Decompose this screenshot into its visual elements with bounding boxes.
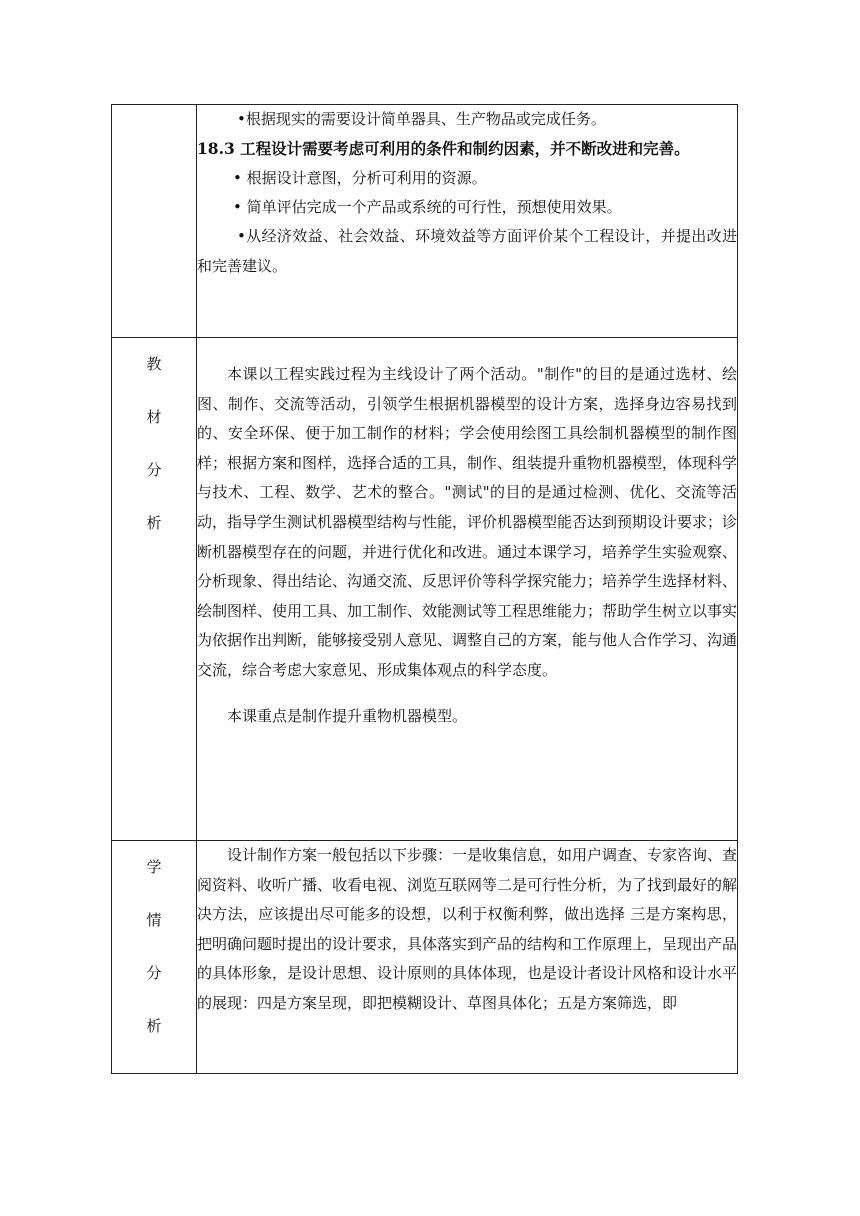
standard-bullet: • 根据设计意图，分析可利用的资源。 bbox=[233, 169, 487, 187]
row-label-student-analysis bbox=[112, 841, 197, 1074]
table-row bbox=[112, 841, 738, 1074]
label-char: 材 bbox=[146, 408, 162, 426]
vertical-label bbox=[112, 841, 196, 1053]
label-char: 教 bbox=[146, 355, 162, 373]
standard-bullet: •根据现实的需要设计简单器具、生产物品或完成任务。 bbox=[237, 110, 606, 128]
row-label-textbook-analysis bbox=[112, 338, 197, 841]
key-point-paragraph: 本课重点是制作提升重物机器模型。 bbox=[227, 706, 468, 725]
label-char: 析 bbox=[146, 1017, 162, 1035]
table-row bbox=[112, 105, 738, 338]
row-label-empty bbox=[112, 105, 197, 338]
standards-cell bbox=[197, 105, 738, 338]
label-char: 情 bbox=[146, 911, 162, 929]
standard-heading: 18.3 工程设计需要考虑可利用的条件和制约因素，并不断改进和完善。 bbox=[197, 139, 690, 158]
standard-bullet: • 简单评估完成一个产品或系统的可行性，预想使用效果。 bbox=[233, 198, 622, 216]
label-char: 学 bbox=[146, 858, 162, 876]
label-char: 分 bbox=[146, 461, 162, 479]
lesson-plan-table bbox=[111, 104, 738, 1074]
analysis-paragraph: 本课以工程实践过程为主线设计了两个活动。"制作"的目的是通过选材、绘图、制作、交流等活动，引领学生根据机器模型的设计方案，选择身边容易找到的、安全环保、便于加工制作的材料；学会使用绘图工具绘制机器模型的制作图样；根据方案和图样，选择合适的工具，制作、组装提升重物机器模型，体现科学与技术、工程、数学、艺术的整合。"测试"的目的是通过检测、优化、交流等活动，指导学生测试机器模型结构与性能，评价机器模型能否达到预期设计要求；诊断机器模型存在的问题，并进行优化和改进。通过本课学习，培养学生实验观察、分析现象、得出结论、沟通交流、反思评价等科学探究能力；培养学生选择材料、绘制图样、使用工具、加工制作、效能测试等工程思维能力；帮助学生树立以事实为依据作出判断，能够接受别人意见、调整自己的方案，能与他人合作学习、沟通交流，综合考虑大家意见、形成集体观点的科学态度。 bbox=[197, 365, 738, 679]
standard-bullet: •从经济效益、社会效益、环境效益等方面评价某个工程设计，并提出改进和完善建议。 bbox=[197, 227, 737, 275]
vertical-label bbox=[112, 338, 196, 550]
label-char: 分 bbox=[146, 964, 162, 982]
student-analysis-paragraph: 设计制作方案一般包括以下步骤：一是收集信息，如用户调查、专家咨询、查阅资料、收听广播、收看电视、浏览互联网等二是可行性分析，为了找到最好的解决方法，应该提出尽可能多的设想，以利于权衡利弊，做出选择 三是方案构思，把明确问题时提出的设计要求，具体落实到产品的结构和工作原理上，呈现出产品的具体形象，是设计思想、设计原则的具体体现，也是设计者设计风格和设计水平的展现：四是方案呈现，即把模糊设计、草图具体化；五是方案筛选，即 bbox=[197, 846, 738, 1012]
textbook-analysis-cell bbox=[197, 338, 738, 841]
student-analysis-cell bbox=[197, 841, 738, 1074]
table-row bbox=[112, 338, 738, 841]
label-char: 析 bbox=[146, 514, 162, 532]
